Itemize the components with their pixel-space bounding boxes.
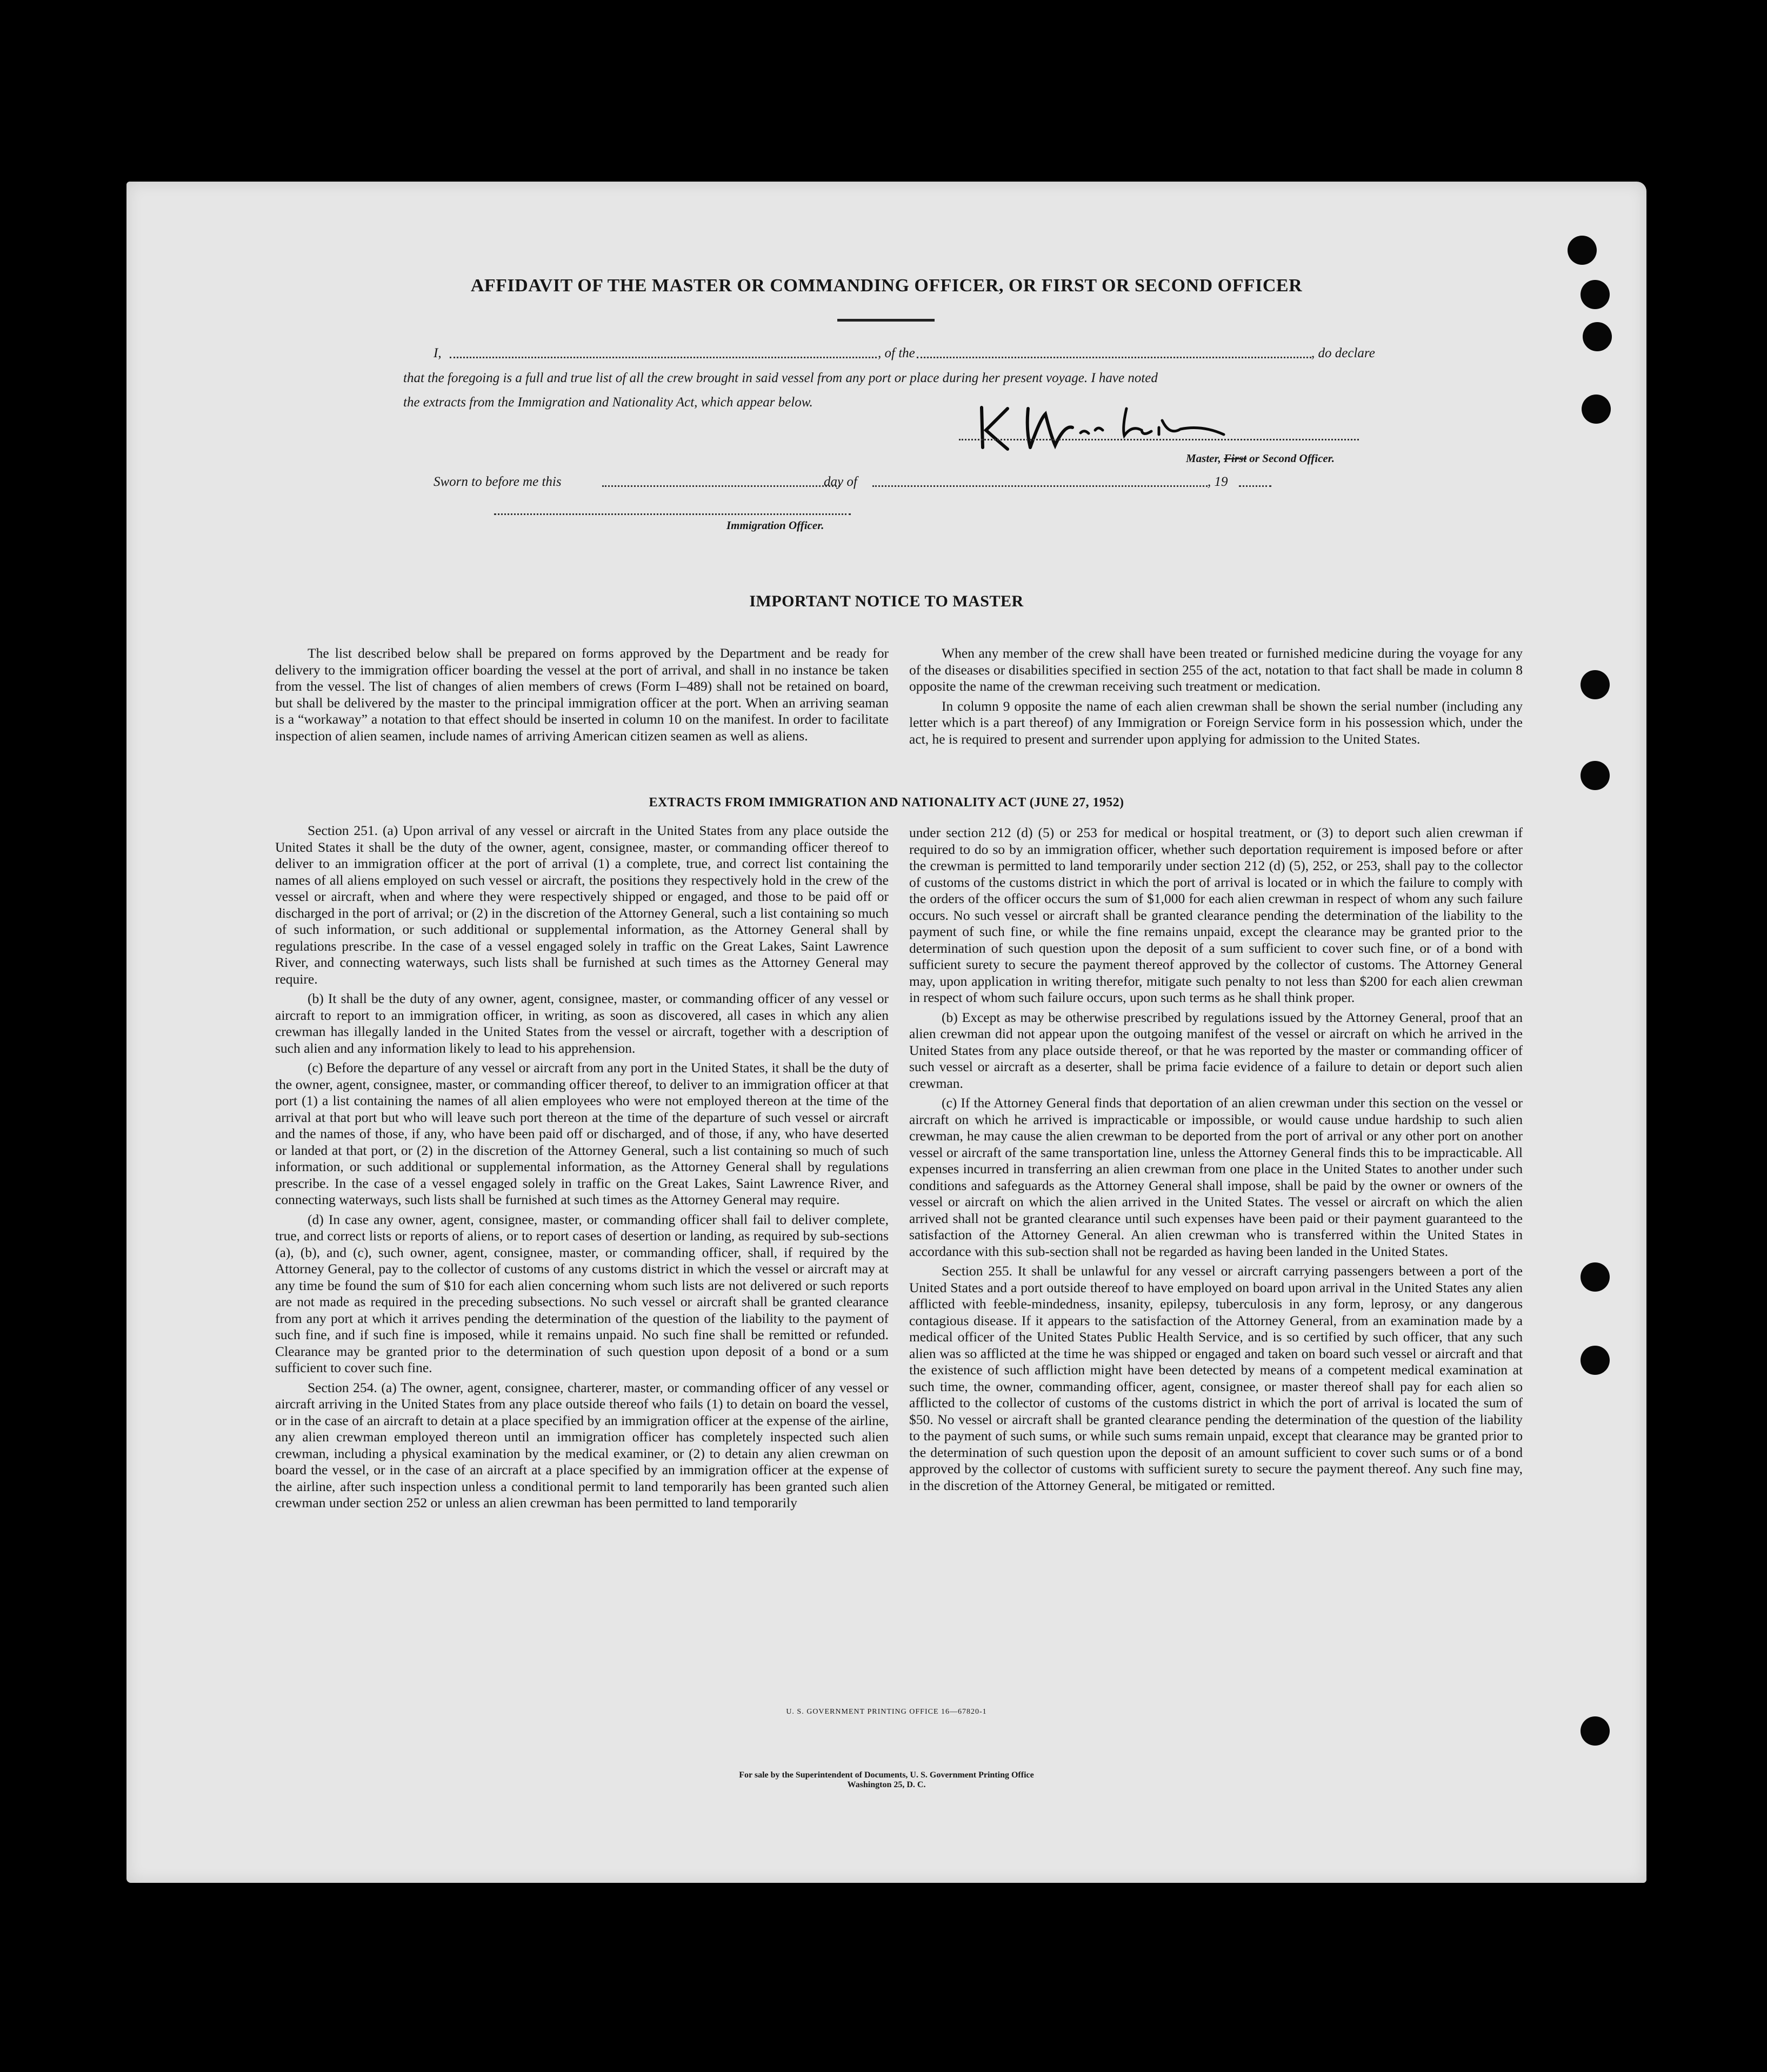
gpo-imprint: U. S. GOVERNMENT PRINTING OFFICE 16—67820-1 (786, 1708, 987, 1716)
punch-hole (1581, 1262, 1610, 1292)
sale-notice-line2: Washington 25, D. C. (847, 1780, 926, 1789)
sworn-year-field[interactable] (1239, 474, 1271, 487)
sworn-year-label: , 19 (1208, 474, 1228, 489)
extract-paragraph: under section 212 (d) (5) or 253 for medical or hospital treatment, or (3) to deport such alien crewman if required to do so by an immigration officer, whether such deportation requirement is imposed before or after the crewman is permitted to land temporarily under section 212 (d) (5), 252, or 253, shall pay to the collector of customs of the customs district in which the port of arrival is located or in which the failure to comply with the orders of the officer occurs the sum of $1,000 for each alien crewman in respect of whom any such failure occurs. No such vessel or aircraft shall be granted clearance pending the determination of the liability to the payment of such fine, or while the fine remains unpaid, except the clearance may be granted prior to the determination of such question upon the deposit of a sum sufficient to cover such fine, or of a bond with sufficient surety to secure the payment thereof approved by the collector of customs. The Attorney General may, upon application in writing therefor, mitigate such penalty to not less than $200 for each alien crewman in respect of whom such failure occurs, upon such terms as he shall think proper. (909, 825, 1523, 1005)
notice-right-column (909, 645, 1523, 747)
extract-paragraph: Section 251. (a) Upon arrival of any vessel or aircraft in the United States from any place outside the United States it shall be the duty of the owner, agent, consignee, master, or commanding officer thereof to deliver to an immigration officer at the port of arrival (1) a complete, true, and correct list containing the names of all aliens employed on such vessel or aircraft, the positions they respectively hold in the crew of the vessel or aircraft, when and where they were respectively shipped or engaged, and those to be paid off or discharged in the port of arrival; or (2) in the discretion of the Attorney General, such a list containing so much of such information, or such additional or supplemental information, as the Attorney General shall by regulations prescribe. In the case of a vessel engaged solely in traffic on the Great Lakes, Saint Lawrence River, and connecting waterways, such lists shall be furnished at such times as the Attorney General may require. (275, 823, 889, 987)
signature-line (959, 439, 1359, 440)
extract-paragraph: Section 255. It shall be unlawful for any vessel or aircraft carrying passengers between a port of the United States and a port outside thereof to have employed on board upon arrival in the United States any alien afflicted with feeble-mindedness, insanity, epilepsy, tuberculosis in any form, leprosy, or any dangerous contagious disease. If it appears to the satisfaction of the Attorney General, from an examination made by a medical officer of the United States Public Health Service, and is so certified by such officer, that any such alien was so afflicted at the time he was shipped or engaged and taken on board such vessel or aircraft and that the existence of such affliction might have been detected by means of a competent medical examination at such time, the owner, commanding officer, agent, consignee, or master thereof shall pay for each alien so afflicted to the collector of customs of the customs district in which the port of arrival is located the sum of $50. No vessel or aircraft shall be granted clearance pending the determination of the question of the liability to the payment of such sums, or while such sums remain unpaid, except that clearance may be granted prior to the determination of such question upon the deposit of an amount sufficient to cover such sums or of a bond approved by the collector of customs with sufficient surety to secure the payment thereof. Any such fine may, in the discretion of the Attorney General, be mitigated or remitted. (909, 1263, 1523, 1493)
notice-paragraph: The list described below shall be prepared on forms approved by the Department and be ready for delivery to the immigration officer boarding the vessel at the port of arrival, and shall in no instance be taken from the vessel. The list of changes of alien members of crews (Form I–489) shall not be retained on board, but shall be delivered by the master to the principal immigration officer at the port. When an arriving seaman is a “workaway” a notation to that effect should be inserted in column 10 on the manifest. In order to facilitate inspection of alien seamen, include names of arriving American citizen seamen as well as aliens. (275, 645, 889, 744)
punch-hole (1581, 670, 1610, 699)
punch-hole (1582, 395, 1611, 424)
declarant-name-field[interactable] (450, 346, 877, 358)
affidavit-statement: that the foregoing is a full and true list of all the crew brought in said vessel from any port or place during her present voyage. I have noted (403, 371, 1158, 385)
punch-hole (1568, 236, 1597, 265)
extract-paragraph: (d) In case any owner, agent, consignee, master, or commanding officer shall fail to deliver complete, true, and correct lists or reports of aliens, or to report cases of desertion or landing, as required by sub-sections (a), (b), and (c), such owner, agent, consignee, master, or commanding officer, shall, if required by the Attorney General, pay to the collector of customs of any customs district in which the vessel or aircraft may at any time be found the sum of $10 for each alien concerning whom such lists are not delivered or such reports are not made as required in the preceding subsections. No such vessel or aircraft shall be granted clearance from any port at which it arrives pending the determination of the question of the liability to the payment of such fine, and if such fine is imposed, while it remains unpaid. No such fine shall be remitted or refunded. Clearance may be granted prior to the determination of such question upon deposit of a bond or a sum sufficient to cover such fine. (275, 1211, 889, 1375)
sworn-day-of-label: day of (824, 474, 857, 489)
notice-title: IMPORTANT NOTICE TO MASTER (749, 592, 1024, 610)
sale-notice-line1: For sale by the Superintendent of Documents, U. S. Government Printing Office (739, 1770, 1034, 1780)
sale-notice (126, 1770, 1646, 1790)
sworn-day-field[interactable] (602, 474, 840, 487)
vessel-name-field[interactable] (917, 346, 1311, 358)
notice-paragraph: When any member of the crew shall have been treated or furnished medicine during the voyage for any of the diseases or disabilities specified in section 255 of the act, notation to that fact shall be made in column 8 opposite the name of the crewman receiving such treatment or medication. (909, 645, 1523, 694)
immigration-officer-signature-line (494, 513, 851, 515)
extracts-right-column (909, 825, 1523, 1494)
sworn-month-field[interactable] (872, 474, 1208, 487)
extract-paragraph: (c) Before the departure of any vessel or aircraft from any port in the United States, it shall be the duty of the owner, agent, consignee, master, or commanding officer thereof, to deliver to an immigration officer at that port (1) a list containing the names of all alien employees who were not employed thereon at the time of the arrival at that port but who will leave such port thereon at the time of the departure of such vessel or aircraft and the names of those, if any, who have been paid off or discharged, and of those, if any, who have deserted or landed at that port, or (2) in the discretion of the Attorney General, such a list containing so much of such information, or such additional or supplemental information, as the Attorney General shall by regulations prescribe. In the case of a vessel engaged solely in traffic on the Great Lakes, Saint Lawrence River, and connecting waterways, such lists shall be furnished at such times as the Attorney General may require. (275, 1060, 889, 1207)
punch-hole (1581, 1346, 1610, 1375)
master-signature (970, 398, 1240, 457)
punch-hole (1581, 280, 1610, 309)
document-page (126, 182, 1646, 1883)
extracts-left-column (275, 823, 889, 1512)
immigration-officer-caption: Immigration Officer. (726, 519, 824, 532)
signature-caption: Master, First or Second Officer. (1186, 452, 1335, 465)
notice-paragraph: In column 9 opposite the name of each alien crewman shall be shown the serial number (including any letter which is a part thereof) of any Immigration or Foreign Service form in his possession which, under the act, he is required to present and surrender upon applying for admission to the United States. (909, 698, 1523, 747)
title-divider (837, 319, 935, 322)
extract-paragraph: (b) Except as may be otherwise prescribed by regulations issued by the Attorney General, proof that an alien crewman did not appear upon the outgoing manifest of the vessel or aircraft on which he arrived in the United States from any place outside thereof, or that he was reported by the master or commanding officer of such vessel or aircraft as a deserter, shall be prima facie evidence of a failure to detain or deport such alien crewman. (909, 1009, 1523, 1091)
affidavit-title: AFFIDAVIT OF THE MASTER OR COMMANDING OFFICER, OR FIRST OR SECOND OFFICER (470, 276, 1303, 296)
affidavit-statement-2: the extracts from the Immigration and Nationality Act, which appear below. (403, 395, 813, 410)
notice-left-column (275, 645, 889, 744)
affidavit-of-the-label: , of the (878, 346, 915, 360)
sworn-label: Sworn to before me this (434, 474, 562, 489)
extract-paragraph: Section 254. (a) The owner, agent, consignee, charterer, master, or commanding officer of any vessel or aircraft arriving in the United States from any place outside thereof who fails (1) to detain on board the vessel, or in the case of an aircraft to detain at a place specified by an immigration officer at the expense of the airline, any alien crewman employed thereon until an immigration officer has completely inspected such alien crewman, including a physical examination by the medical examiner, or (2) to detain any alien crewman on board the vessel, or in the case of an aircraft at a place specified by an immigration officer at the expense of the airline, after such inspection unless a conditional permit to land temporarily has been granted such alien crewman under section 252 or unless an alien crewman has been permitted to land temporarily (275, 1379, 889, 1510)
punch-hole (1581, 1716, 1610, 1746)
extract-paragraph: (c) If the Attorney General finds that deportation of an alien crewman under this section on the vessel or aircraft on which he arrived is impracticable or impossible, or would cause undue hardship to such alien crewman, he may cause the alien crewman to be deported from the port of arrival or any other port on another vessel or aircraft of the same transportation line, unless the Attorney General finds this to be impracticable. All expenses incurred in transferring an alien crewman from one place in the United States to another under such conditions and safeguards as the Attorney General shall impose, shall be paid by the owner or owners of the vessel or aircraft on which the alien arrived in the United States. The vessel or aircraft on which the alien arrived shall not be granted clearance until such expenses have been paid or their payment guaranteed to the satisfaction of the Attorney General. An alien crewman who is transferred within the United States in accordance with this sub-section shall not be regarded as having been landed in the United States. (909, 1095, 1523, 1259)
extracts-title: EXTRACTS FROM IMMIGRATION AND NATIONALITY ACT (JUNE 27, 1952) (649, 796, 1124, 810)
affidavit-i-label: I, (434, 346, 442, 360)
punch-hole (1583, 322, 1612, 351)
punch-hole (1581, 761, 1610, 790)
affidavit-do-declare-label: , do declare (1311, 346, 1375, 360)
extract-paragraph: (b) It shall be the duty of any owner, agent, consignee, master, or commanding officer of any vessel or aircraft to report to an immigration officer, in writing, as soon as discovered, all cases in which any alien crewman has illegally landed in the United States from the vessel or aircraft, together with a description of such alien and any information likely to lead to his apprehension. (275, 991, 889, 1056)
